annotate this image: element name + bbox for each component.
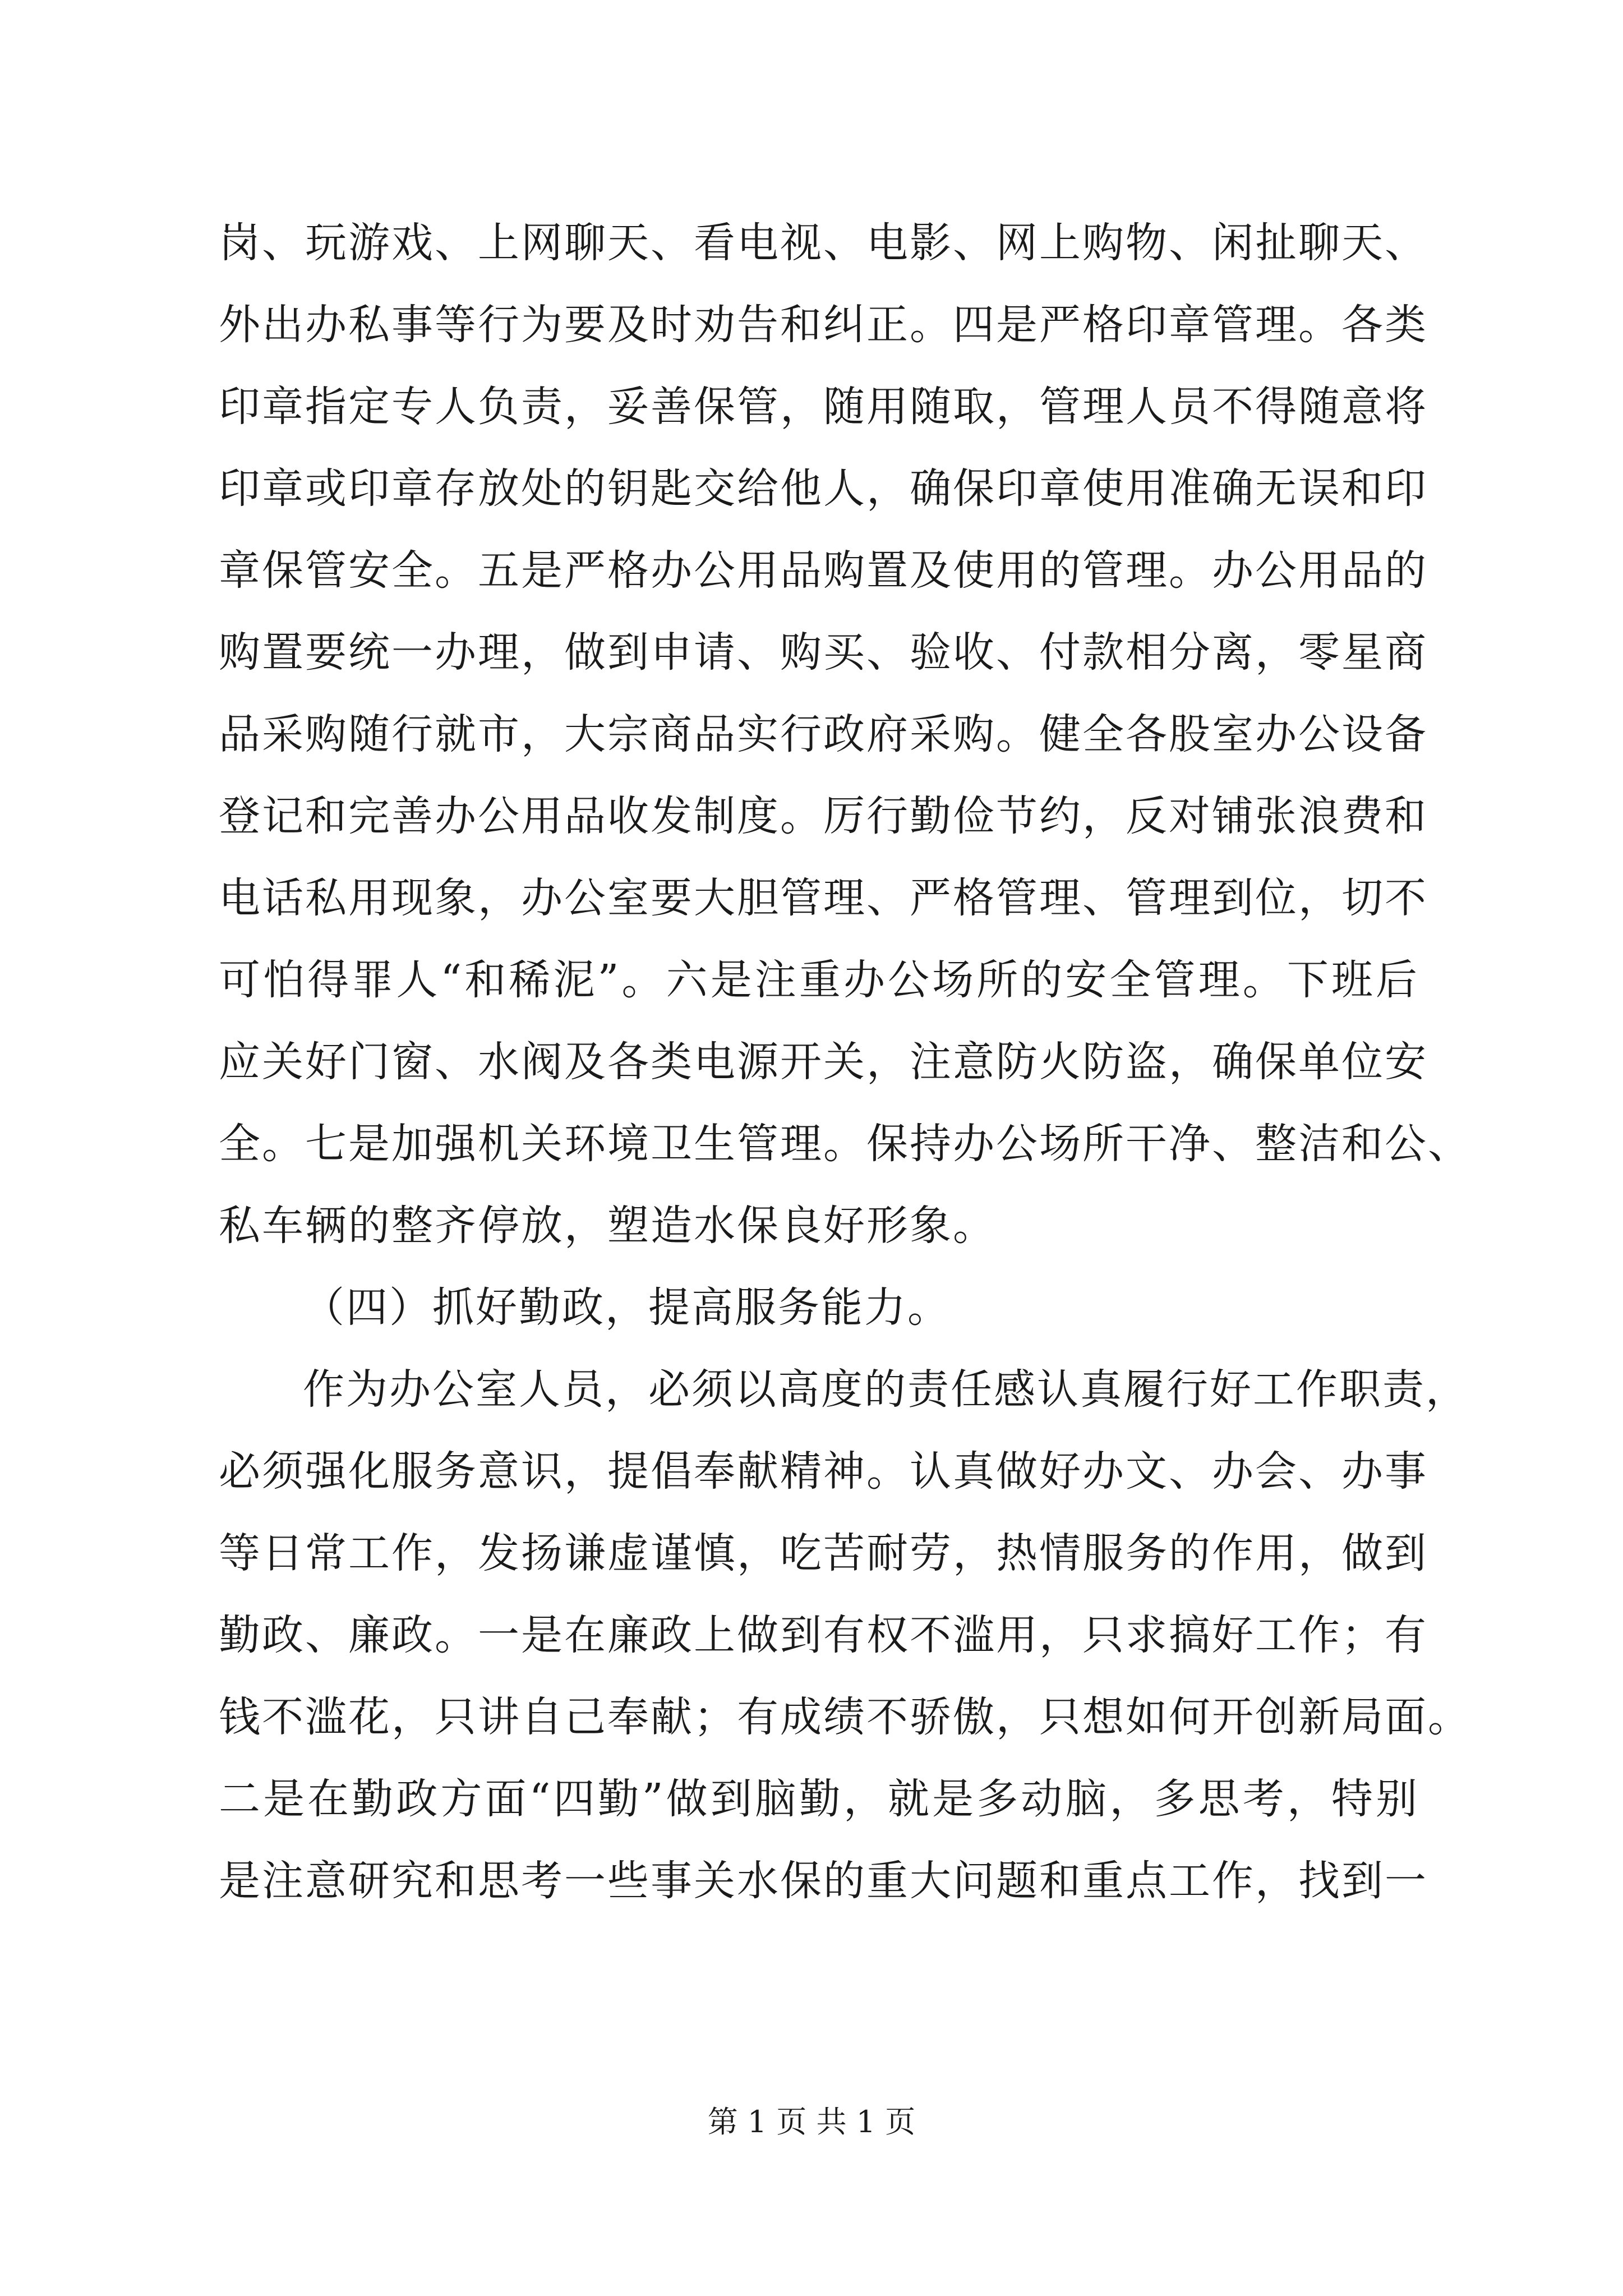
paragraph-line: 印章或印章存放处的钥匙交给他人，确保印章使用准确无误和印 [219, 464, 1428, 513]
section-heading: （四）抓好勤政，提高服务能力。 [303, 1283, 951, 1332]
document-body [219, 202, 1471, 1922]
paragraph-line: 勤政、廉政。一是在廉政上做到有权不滥用，只求搞好工作；有 [219, 1611, 1428, 1659]
paragraph-line: 电话私用现象，办公室要大胆管理、严格管理、管理到位，切不 [219, 874, 1428, 922]
page-number-footer: 第 1 页 共 1 页 [707, 2104, 916, 2139]
paragraph-line: 应关好门窗、水阀及各类电源开关，注意防火防盗，确保单位安 [219, 1038, 1428, 1086]
paragraph-line: 购置要统一办理，做到申请、购买、验收、付款相分离，零星商 [219, 628, 1428, 677]
paragraph-line: 登记和完善办公用品收发制度。厉行勤俭节约，反对铺张浪费和 [219, 792, 1428, 840]
paragraph-line: 可怕得罪人“和稀泥”。六是注重办公场所的安全管理。下班后 [219, 956, 1419, 1004]
paragraph-line: 必须强化服务意识，提倡奉献精神。认真做好办文、办会、办事 [219, 1447, 1428, 1496]
paragraph-line: 作为办公室人员，必须以高度的责任感认真履行好工作职责， [303, 1365, 1469, 1414]
paragraph-line: 二是在勤政方面“四勤”做到脑勤，就是多动脑，多思考，特别 [219, 1775, 1419, 1823]
paragraph-line: 品采购随行就市，大宗商品实行政府采购。健全各股室办公设备 [219, 710, 1428, 758]
paragraph-line: 印章指定专人负责，妥善保管，随用随取，管理人员不得随意将 [219, 383, 1428, 431]
paragraph-line: 外出办私事等行为要及时劝告和纠正。四是严格印章管理。各类 [219, 301, 1428, 349]
paragraph-line: 岗、玩游戏、上网聊天、看电视、电影、网上购物、闲扯聊天、 [219, 219, 1428, 267]
paragraph-line: 钱不滥花，只讲自己奉献；有成绩不骄傲，只想如何开创新局面。 [219, 1693, 1471, 1741]
paragraph-line: 私车辆的整齐停放，塑造水保良好形象。 [219, 1202, 996, 1250]
paragraph-line: 等日常工作，发扬谦虚谨慎，吃苦耐劳，热情服务的作用，做到 [219, 1529, 1428, 1577]
paragraph-line: 章保管安全。五是严格办公用品购置及使用的管理。办公用品的 [219, 546, 1428, 595]
paragraph-line: 全。七是加强机关环境卫生管理。保持办公场所干净、整洁和公、 [219, 1120, 1471, 1168]
paragraph-line: 是注意研究和思考一些事关水保的重大问题和重点工作，找到一 [219, 1857, 1428, 1905]
